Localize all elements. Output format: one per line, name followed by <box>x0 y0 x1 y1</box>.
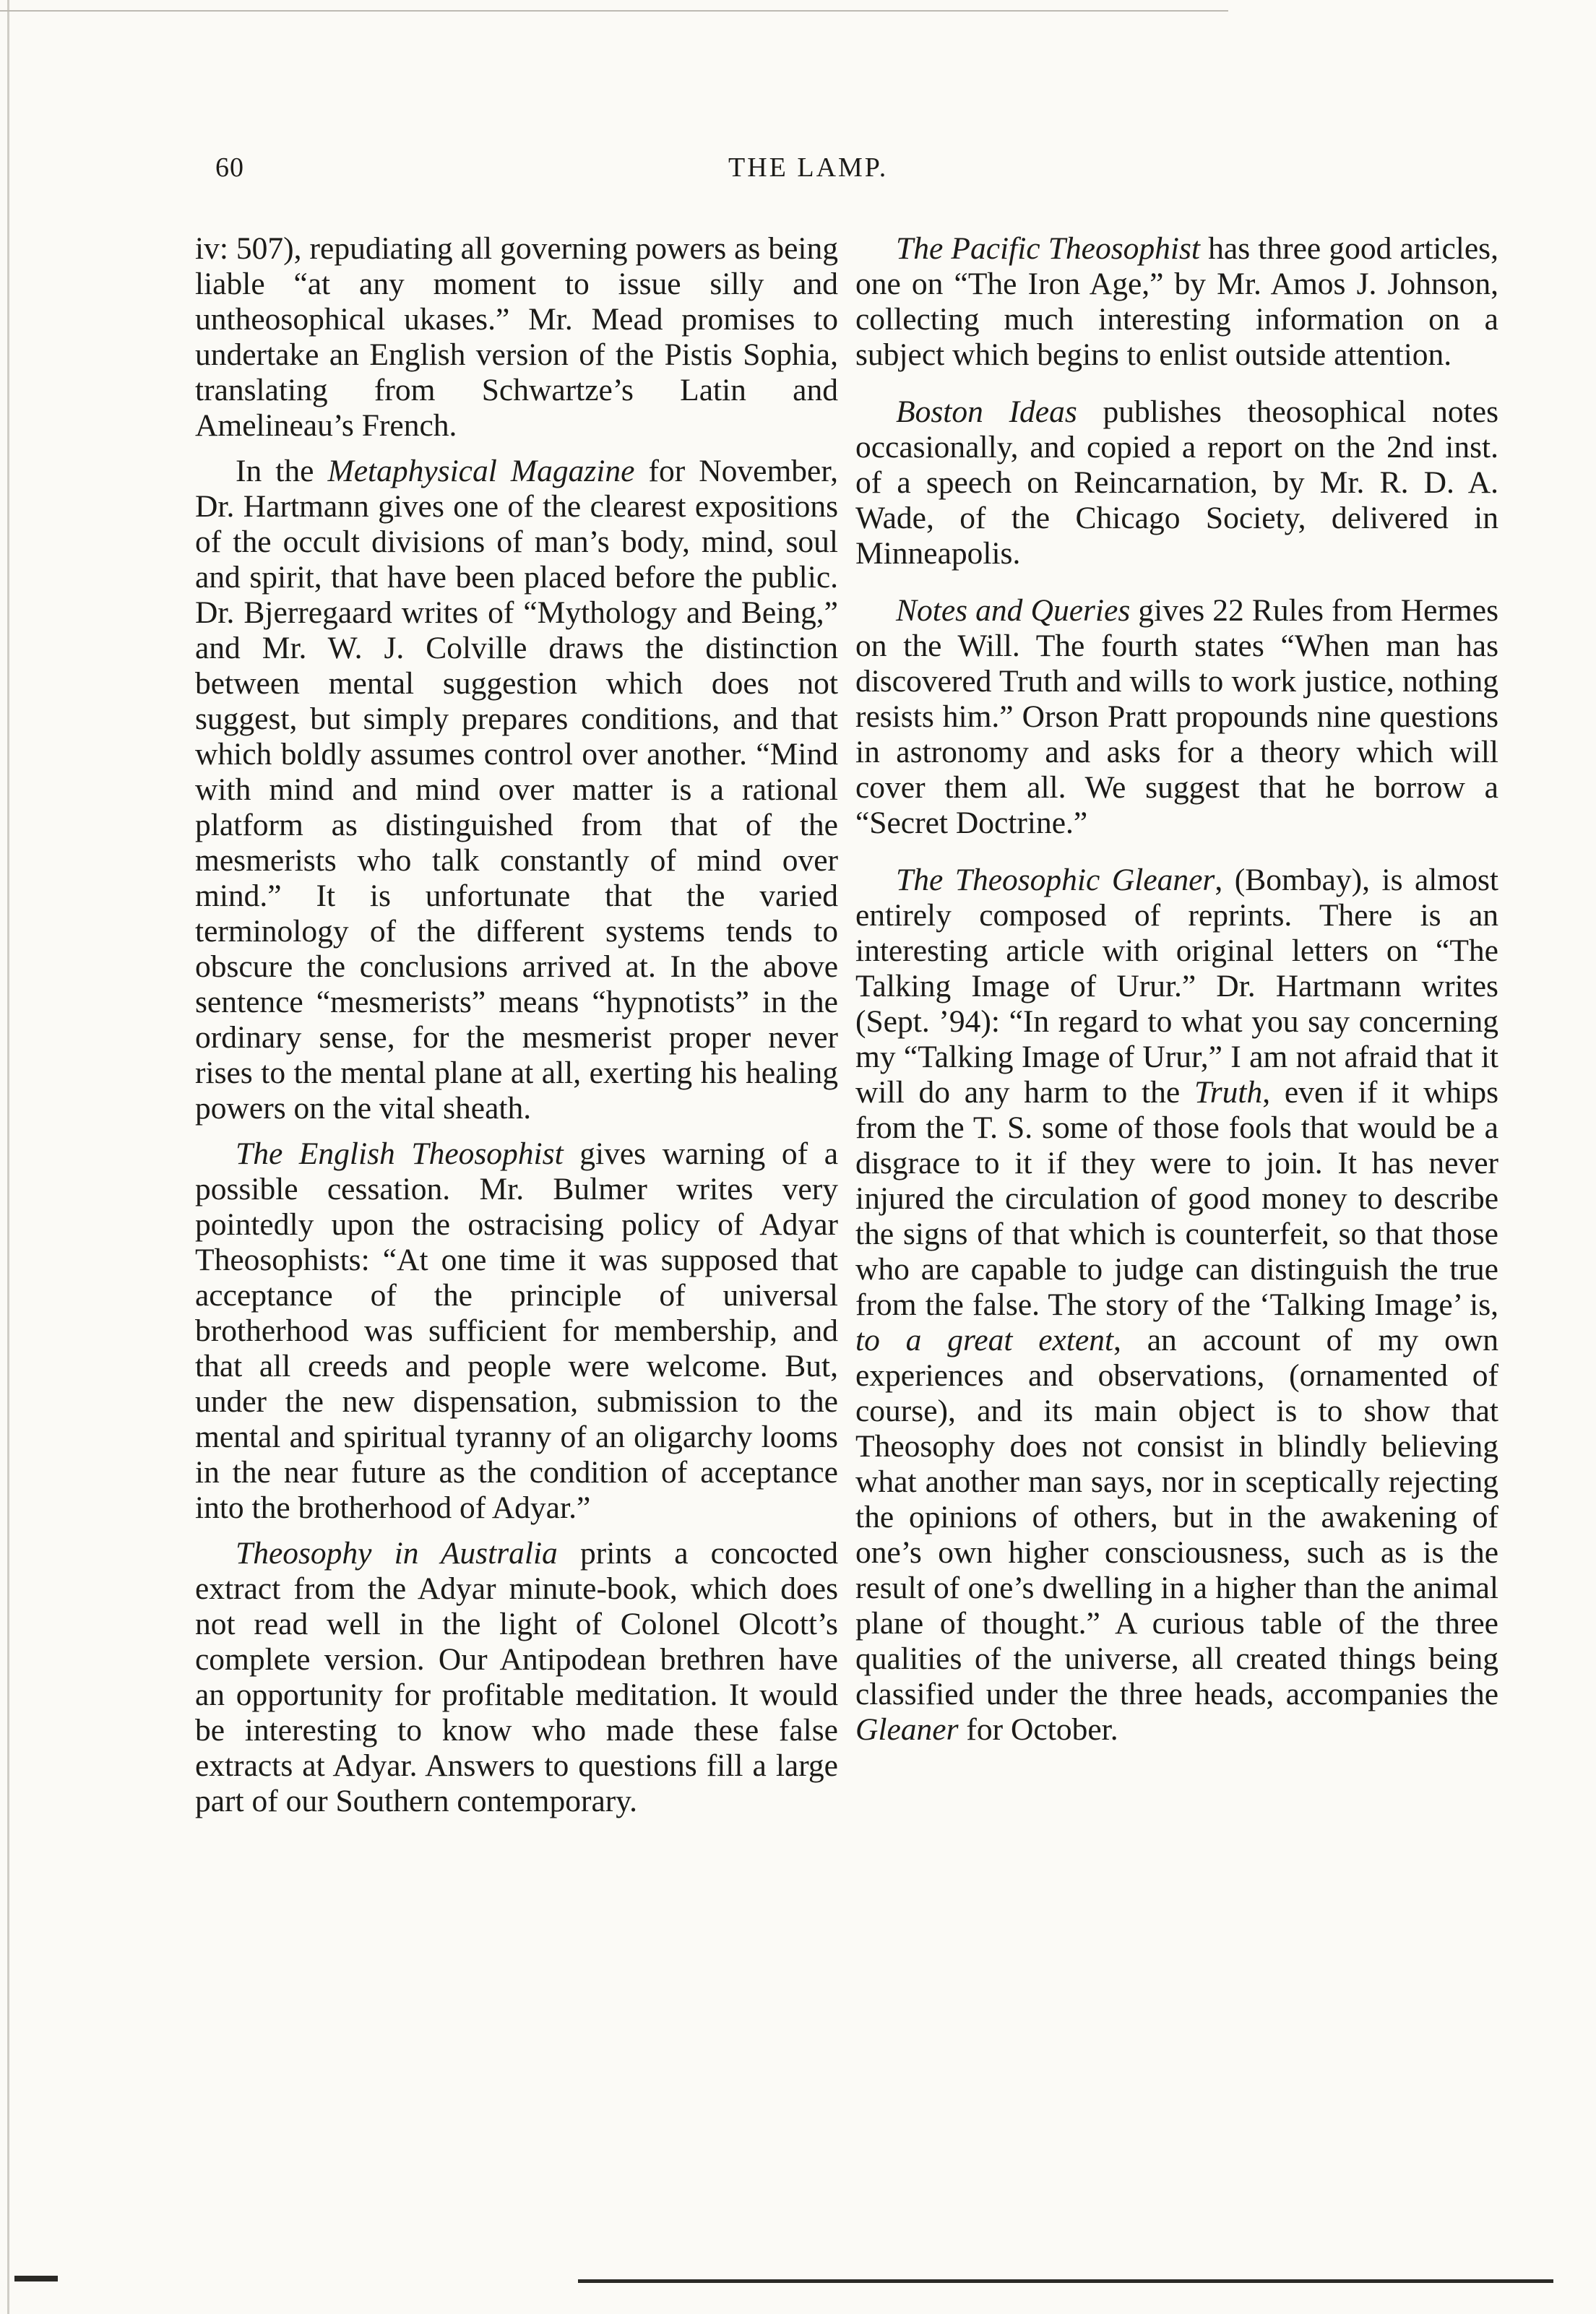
periodical-title: Boston Ideas <box>896 394 1077 429</box>
right-column <box>855 231 1498 1758</box>
emphasis: to a great extent <box>855 1323 1114 1357</box>
paragraph-boston-ideas: Boston Ideas publishes theosophical notes occasionally, and copied a report on the 2nd inst. of a speech on Reincarnation, by Mr. R. D. A. Wade, of the Chicago Society, delivered in Minneapolis. <box>855 394 1499 571</box>
paragraph-metaphysical-magazine: In the Metaphysical Magazine for November, Dr. Hartmann gives one of the clearest expositions of the occult divisions of man’s body, mind, soul and spirit, that have been placed before the public. Dr. Bjerregaard writes of “Mythology and Being,” and Mr. W. J. Colville draws the distinction between mental suggestion which does not suggest, but simply prepares conditions, and that which boldly assumes control over another. “Mind with mind and mind over matter is a rational platform as distinguished from that of the mesmerists who talk constantly of mind over mind.” It is unfortunate that the varied terminology of the different systems tends to obscure the conclusions arrived at. In the above sentence “mesmerists” means “hypnotists” in the ordinary sense, for the mesmerist proper never rises to the mental plane at all, exerting his healing powers on the vital sheath. <box>195 454 838 1126</box>
paragraph-theosophy-in-australia: Theosophy in Australia prints a concocted extract from the Adyar minute-book, which does not read well in the light of Colonel Olcott’s complete version. Our Antipodean brethren have an opportunity for profitable meditation. It would be interesting to know who made these false extracts at Adyar. Answers to questions fill a large part of our Southern contemporary. <box>195 1536 838 1818</box>
left-column <box>195 231 838 1829</box>
paragraph-english-theosophist: The English Theosophist gives warning of a possible cessation. Mr. Bulmer writes very pointedly upon the ostracising policy of Adyar Theosophists: “At one time it was supposed that acceptance of the principle of universal brotherhood was sufficient for membership, and that all creeds and people were welcome. But, under the new dispensation, submission to the mental and spiritual tyranny of an oligarchy looms in the near future as the condition of acceptance into the brotherhood of Adyar.” <box>195 1136 838 1525</box>
scan-mark-bottom-left <box>14 2276 58 2281</box>
emphasis: Truth <box>1194 1075 1263 1110</box>
periodical-title: Notes and Queries <box>896 593 1131 628</box>
periodical-title: The Theosophic Gleaner <box>896 863 1215 897</box>
periodical-title: Gleaner <box>855 1712 959 1747</box>
periodical-title: Theosophy in Australia <box>236 1536 558 1571</box>
periodical-title: The English Theosophist <box>236 1136 564 1171</box>
running-title: THE LAMP. <box>728 152 889 183</box>
periodical-title: Metaphysical Magazine <box>327 454 635 488</box>
paragraph-notes-and-queries: Notes and Queries gives 22 Rules from Hermes on the Will. The fourth states “When man has discovered Truth and wills to work justice, nothing resists him.” Orson Pratt propounds nine questions in astronomy and asks for a theory which will cover them all. We suggest that he borrow a “Secret Doctrine.” <box>855 593 1499 840</box>
page-header <box>0 152 1596 195</box>
scan-edge-left <box>7 0 9 2314</box>
paragraph-continued: iv: 507), repudiating all governing powers as being liable “at any moment to issue silly and untheosophical ukases.” Mr. Mead promises to undertake an English version of the Pistis Sophia, translating from Schwartze’s Latin and Amelineau’s French. <box>195 231 838 443</box>
paragraph-theosophic-gleaner: The Theosophic Gleaner, (Bombay), is almost entirely composed of reprints. There is an interesting article with original letters on “The Talking Image of Urur.” Dr. Hartmann writes (Sept. ’94): “In regard to what you say concerning my “Talking Image of Urur,” I am not afraid that it will do any harm to the Truth, even if it whips from the T. S. some of those fools that would be a disgrace to it if they were to join. It has never injured the circulation of good money to describe the signs of that which is counterfeit, so that those who are capable to judge can distinguish the true from the false. The story of the ‘Talking Image’ is, to a great extent, an account of my own experiences and observations, (ornamented of course), and its main object is to show that Theosophy does not consist in blindly believing what another man says, nor in sceptically rejecting the opinions of others, but in the awakening of one’s own higher consciousness, such as is the result of one’s dwelling in a higher than the animal plane of thought.” A curious table of the three qualities of the universe, all created things being classified under the three heads, accompanies the Gleaner for October. <box>855 863 1498 1747</box>
page-number: 60 <box>215 152 244 183</box>
paragraph-pacific-theosophist: The Pacific Theosophist has three good articles, one on “The Iron Age,” by Mr. Amos J. Johnson, collecting much interesting information on a subject which begins to enlist outside attention. <box>855 231 1498 372</box>
periodical-title: The Pacific Theosophist <box>896 231 1201 266</box>
bottom-rule <box>578 2279 1553 2283</box>
scan-edge-top <box>0 10 1228 12</box>
